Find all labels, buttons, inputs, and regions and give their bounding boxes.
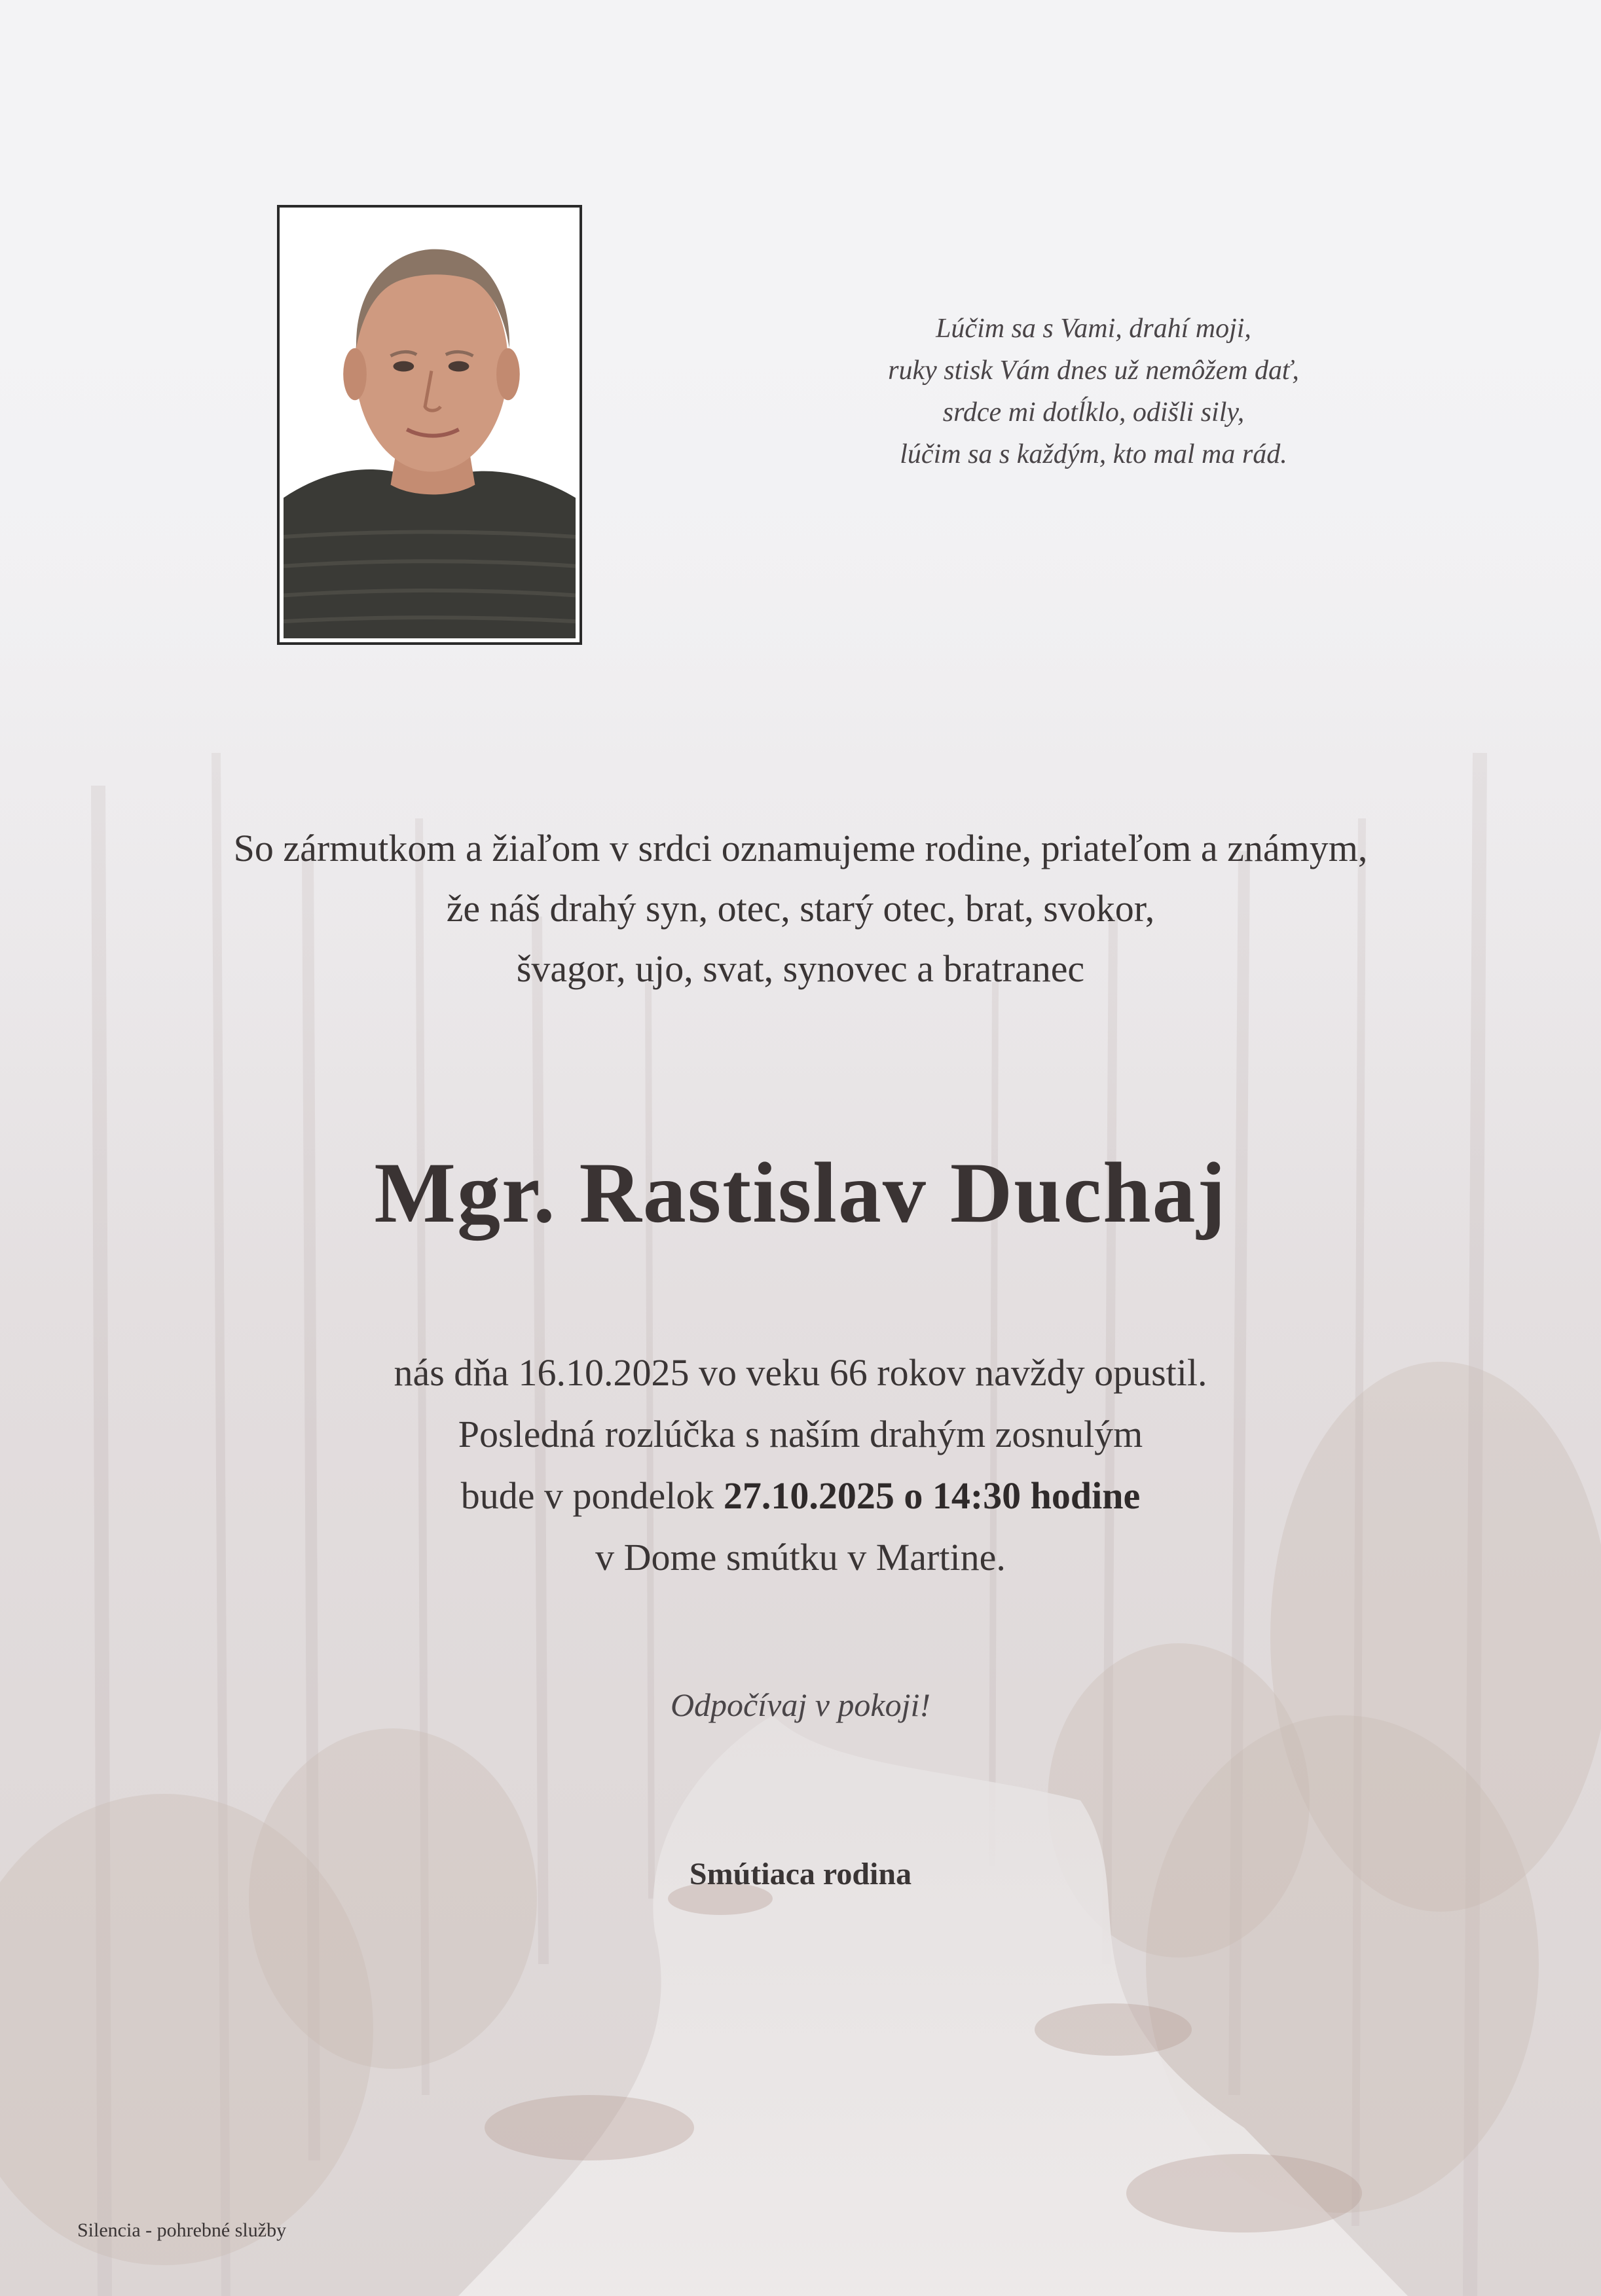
poem-line: Lúčim sa s Vami, drahí moji, [936, 314, 1251, 344]
poem-line: lúčim sa s každým, kto mal ma rád. [900, 439, 1287, 469]
funeral-details [79, 1342, 1522, 1588]
funeral-service-credit: Silencia - pohrebné služby [77, 2219, 287, 2241]
ceremony-day: bude v pondelok [460, 1474, 724, 1517]
ceremony-datetime: 27.10.2025 o 14:30 hodine [723, 1474, 1141, 1517]
ceremony-datetime-line [79, 1465, 1522, 1527]
rest-in-peace: Odpočívaj v pokoji! [670, 1686, 931, 1723]
farewell-line: Posledná rozlúčka s naším drahým zosnulým [458, 1413, 1143, 1455]
announcement-text [79, 818, 1522, 999]
announcement-line: švagor, ujo, svat, synovec a bratranec [516, 947, 1085, 990]
farewell-poem [799, 308, 1388, 475]
mourning-family: Smútiaca rodina [689, 1857, 912, 1891]
announcement-line: že náš drahý syn, otec, starý otec, brat, svokor, [446, 887, 1155, 930]
deceased-name: Mgr. Rastislav Duchaj [374, 1144, 1227, 1241]
poem-line: srdce mi dotĺklo, odišli sily, [942, 397, 1245, 428]
portrait-photo [284, 211, 576, 638]
death-date-line: nás dňa 16.10.2025 vo veku 66 rokov navždy opustil. [394, 1351, 1207, 1394]
portrait-photo-frame [277, 205, 582, 645]
ceremony-location-line: v Dome smútku v Martine. [595, 1536, 1006, 1578]
announcement-line: So zármutkom a žiaľom v srdci oznamujeme rodine, priateľom a známym, [233, 827, 1368, 869]
poem-line: ruky stisk Vám dnes už nemôžem dať, [888, 355, 1299, 386]
